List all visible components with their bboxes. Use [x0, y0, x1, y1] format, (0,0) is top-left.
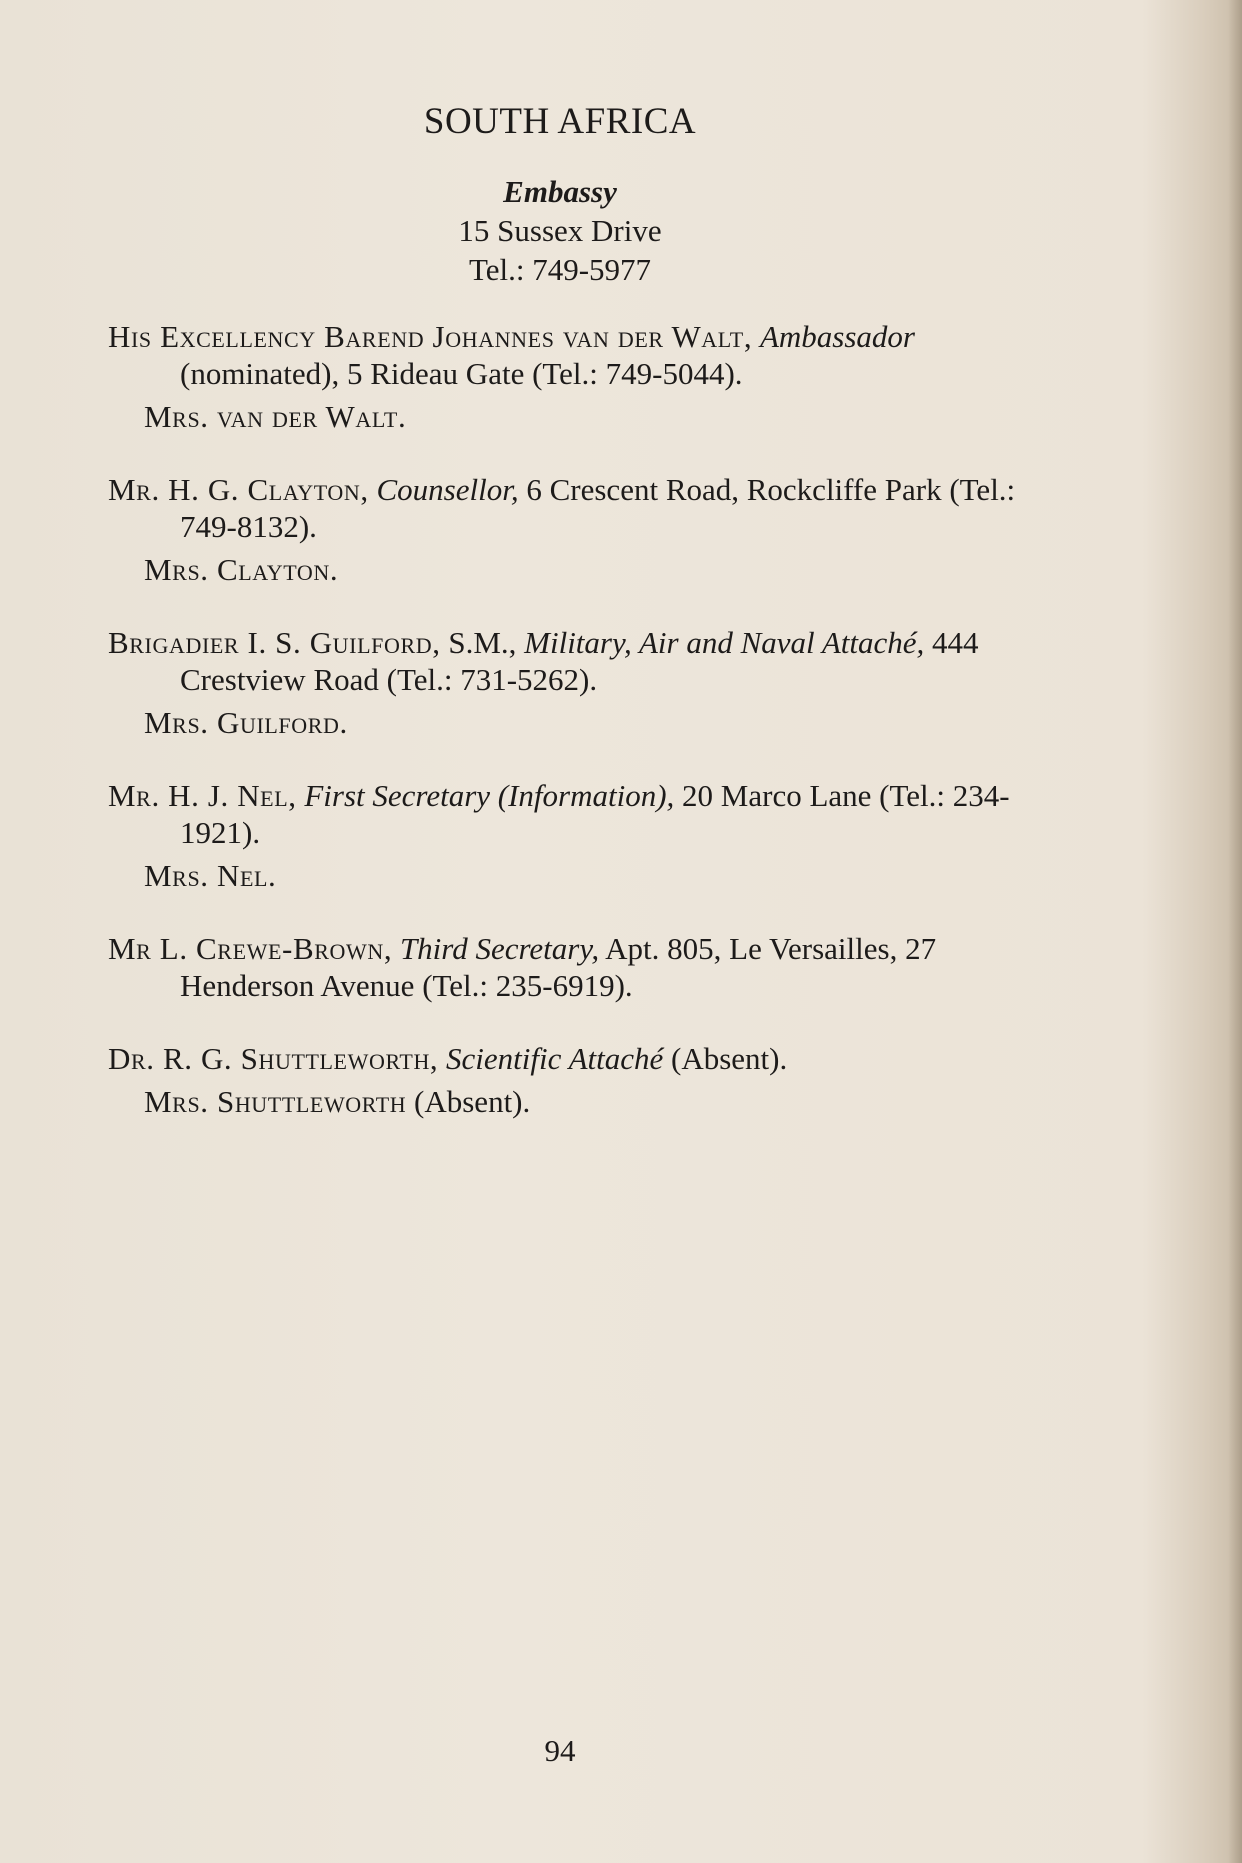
spouse-details: (Absent). — [414, 1084, 531, 1119]
embassy-telephone: Tel.: 749-5977 — [468, 252, 652, 287]
staff-decoration: S.M., — [448, 625, 517, 660]
spouse-name: Mrs. Clayton. — [144, 552, 339, 587]
spouse-name: Mrs. van der Walt. — [144, 399, 407, 434]
staff-title: Third Secretary, — [399, 931, 600, 966]
staff-entry — [108, 1040, 1018, 1120]
embassy-label: Embassy — [503, 174, 617, 209]
staff-details: 444 Crestview Road (Tel.: 731-5262). — [180, 625, 979, 697]
staff-entry — [108, 471, 1018, 588]
staff-entry — [108, 318, 1018, 435]
staff-name: Mr. H. J. Nel, — [108, 778, 297, 813]
staff-name: Dr. R. G. Shuttleworth, — [108, 1041, 439, 1076]
entry-text — [108, 471, 1018, 545]
staff-name: His Excellency Barend Johannes van der Walt, — [108, 319, 753, 354]
page-edge-shadow — [1228, 0, 1242, 1863]
staff-details: Apt. 805, Le Versailles, 27 Henderson Avenue (Tel.: 235-6919). — [180, 931, 937, 1003]
staff-details: (nominated), 5 Rideau Gate (Tel.: 749-5044). — [180, 356, 743, 391]
staff-entry — [108, 624, 1018, 741]
country-heading: SOUTH AFRICA — [423, 101, 697, 142]
entry-text — [108, 1040, 1018, 1077]
spouse-line — [108, 1083, 1018, 1120]
staff-entry — [108, 930, 1018, 1004]
staff-entry — [108, 777, 1018, 894]
staff-name: Mr L. Crewe-Brown, — [108, 931, 393, 966]
staff-name: Brigadier I. S. Guilford, — [108, 625, 441, 660]
staff-details: (Absent). — [671, 1041, 788, 1076]
entry-text — [108, 624, 1018, 698]
embassy-block — [0, 172, 1120, 289]
staff-title: Ambassador — [759, 319, 915, 354]
spouse-name: Mrs. Shuttleworth — [144, 1084, 407, 1119]
entry-text — [108, 930, 1018, 1004]
staff-title: First Secretary (Information), — [304, 778, 675, 813]
spouse-name: Mrs. Nel. — [144, 858, 277, 893]
staff-title: Counsellor, — [376, 472, 519, 507]
staff-list — [108, 318, 1018, 1156]
entry-text — [108, 318, 1018, 392]
staff-name: Mr. H. G. Clayton, — [108, 472, 369, 507]
staff-details: 6 Crescent Road, Rockcliffe Park (Tel.: 749-8132). — [180, 472, 1016, 544]
staff-title: Military, Air and Naval Attaché, — [524, 625, 925, 660]
page-number: 94 — [544, 1733, 576, 1768]
spouse-name: Mrs. Guilford. — [144, 705, 348, 740]
embassy-address: 15 Sussex Drive — [458, 213, 662, 248]
staff-title: Scientific Attaché — [446, 1041, 664, 1076]
entry-text — [108, 777, 1018, 851]
staff-details: 20 Marco Lane (Tel.: 234-1921). — [180, 778, 1010, 850]
